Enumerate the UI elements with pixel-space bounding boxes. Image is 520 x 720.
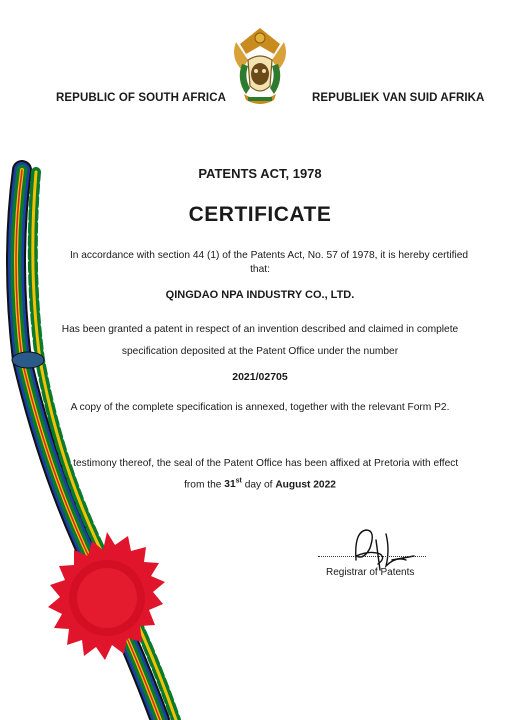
red-seal-icon (32, 530, 182, 680)
country-name-english: REPUBLIC OF SOUTH AFRICA (56, 92, 226, 104)
certification-statement: In accordance with section 44 (1) of the Patents Act, No. 57 of 1978, it is hereby certified (69, 250, 469, 261)
testimony-statement: In testimony thereof, the seal of the Patent Office has been affixed at Pretoria with effect (61, 458, 459, 469)
annex-statement: A copy of the complete specification is annexed, together with the relevant Form P2. (70, 402, 450, 413)
certificate-title: CERTIFICATE (188, 203, 332, 226)
date-middle: day of (244, 479, 273, 491)
grant-statement: Has been granted a patent in respect of an invention described and claimed in complete (61, 324, 459, 335)
coat-of-arms-icon (226, 24, 294, 108)
act-title: PATENTS ACT, 1978 (198, 166, 322, 181)
patent-number: 2021/02705 (232, 371, 288, 383)
country-name-afrikaans: REPUBLIEK VAN SUID AFRIKA (312, 92, 485, 104)
signature-line (318, 556, 426, 557)
date-day: 31st (224, 478, 242, 491)
grant-statement-cont: specification deposited at the Patent Office under the number (121, 346, 399, 357)
registrar-label: Registrar of Patents (326, 567, 415, 578)
patentee-name: QINGDAO NPA INDUSTRY CO., LTD. (165, 289, 355, 301)
date-prefix: from the (184, 479, 222, 491)
certification-statement-cont: that: (250, 264, 270, 275)
date-month-year: August 2022 (275, 479, 336, 491)
